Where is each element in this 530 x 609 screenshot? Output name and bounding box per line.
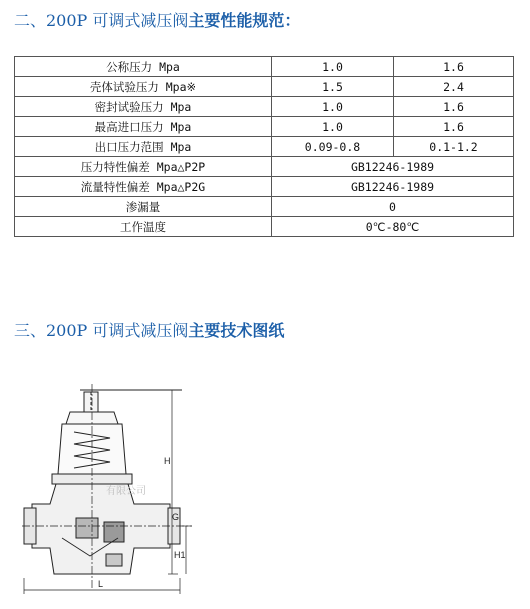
dimension-label-g: G <box>172 512 180 522</box>
row-label: 工作温度 <box>15 217 272 237</box>
table-row <box>15 97 514 117</box>
table-row <box>15 77 514 97</box>
section-2-heading <box>14 8 300 31</box>
watermark-text: 有限公司 <box>106 486 146 497</box>
valve-technical-drawing <box>22 378 202 600</box>
row-value-pn16: 0.1-1.2 <box>394 137 514 157</box>
row-label: 最高进口压力 Mpa <box>15 117 272 137</box>
section-3-heading <box>14 318 284 341</box>
table-row <box>15 197 514 217</box>
row-label: 公称压力 Mpa <box>15 57 272 77</box>
row-value-pn10: 1.0 <box>272 117 394 137</box>
table-row <box>15 177 514 197</box>
row-value-merged: GB12246-1989 <box>272 157 514 177</box>
row-value-merged: 0℃-80℃ <box>272 217 514 237</box>
row-value-pn10: 1.0 <box>272 57 394 77</box>
dimension-label-l: L <box>98 579 104 589</box>
row-label: 出口压力范围 Mpa <box>15 137 272 157</box>
table-row <box>15 217 514 237</box>
table-row <box>15 57 514 77</box>
row-value-merged: 0 <box>272 197 514 217</box>
row-value-pn16: 1.6 <box>394 57 514 77</box>
row-value-pn16: 1.6 <box>394 97 514 117</box>
table-row <box>15 137 514 157</box>
row-label: 渗漏量 <box>15 197 272 217</box>
section-2-heading-prefix: 二、200P 可调式减压阀 <box>14 11 189 30</box>
row-value-merged: GB12246-1989 <box>272 177 514 197</box>
section-3-heading-prefix: 三、200P 可调式减压阀 <box>14 321 189 340</box>
row-value-pn16: 1.6 <box>394 117 514 137</box>
row-label: 壳体试验压力 Mpa※ <box>15 77 272 97</box>
row-value-pn10: 1.5 <box>272 77 394 97</box>
table-row <box>15 157 514 177</box>
row-value-pn16: 2.4 <box>394 77 514 97</box>
dimension-label-h: H <box>164 456 171 466</box>
row-value-pn10: 1.0 <box>272 97 394 117</box>
dimension-label-h1: H1 <box>174 550 186 560</box>
row-label: 压力特性偏差 Mpa△P2P <box>15 157 272 177</box>
row-label: 密封试验压力 Mpa <box>15 97 272 117</box>
table-row <box>15 117 514 137</box>
section-2-heading-bold: 主要性能规范： <box>188 11 301 30</box>
row-label: 流量特性偏差 Mpa△P2G <box>15 177 272 197</box>
performance-spec-table <box>14 56 514 237</box>
section-3-heading-bold: 主要技术图纸 <box>188 321 285 340</box>
row-value-pn10: 0.09-0.8 <box>272 137 394 157</box>
